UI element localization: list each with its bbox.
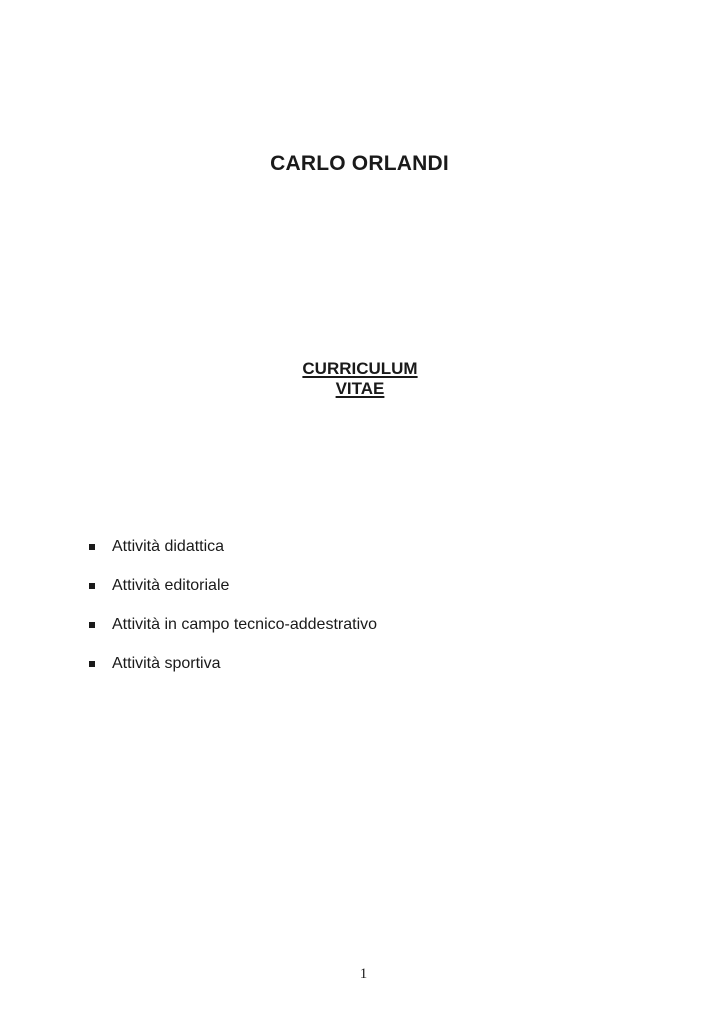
author-name: CARLO ORLANDI xyxy=(270,152,449,175)
list-item xyxy=(88,654,377,693)
section-list xyxy=(88,537,377,693)
document-title xyxy=(290,359,430,399)
square-bullet-icon xyxy=(89,544,95,550)
square-bullet-icon xyxy=(89,583,95,589)
title-line-vitae: VITAE xyxy=(335,379,385,398)
title-line-curriculum: CURRICULUM xyxy=(302,359,418,378)
list-item-label: Attività in campo tecnico-addestrativo xyxy=(112,616,378,633)
list-item xyxy=(88,576,377,615)
list-item xyxy=(88,615,377,654)
square-bullet-icon xyxy=(89,622,95,628)
page-number: 1 xyxy=(359,966,368,982)
list-item-label: Attività sportiva xyxy=(112,655,221,672)
list-item-label: Attività editoriale xyxy=(112,577,230,594)
square-bullet-icon xyxy=(89,661,95,667)
list-item xyxy=(88,537,377,576)
list-item-label: Attività didattica xyxy=(112,538,225,555)
